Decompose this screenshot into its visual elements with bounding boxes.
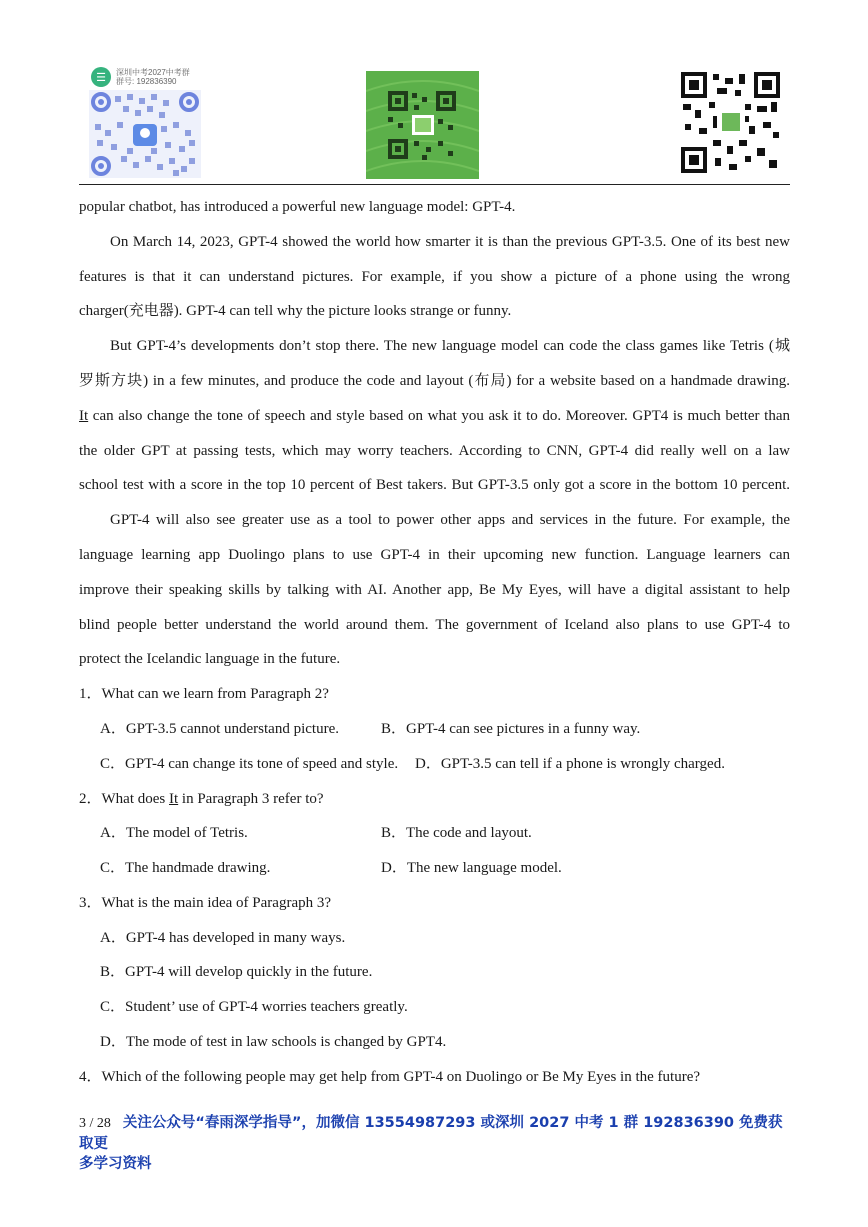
wechat-qr-pattern	[679, 70, 782, 175]
official-account-qr-pattern	[366, 71, 479, 179]
question-2-option-a[interactable]: A．The model of Tetris.	[100, 825, 248, 841]
question-2-stem	[79, 788, 324, 810]
paragraph-4-line: improve their speaking skills by talking with AI. Another app, Be My Eyes, will have a digital assistant to help	[79, 582, 790, 598]
question-text: What can we learn from Paragraph 2?	[101, 686, 329, 702]
paragraph-3-line-rest: can also change the tone of speech and style based on what you ask it to do. Moreover. GPT4 is much better than	[92, 408, 790, 424]
question-number: 3．	[79, 895, 102, 911]
question-text: in Paragraph 3 refer to?	[178, 791, 324, 807]
question-text: What is the main idea of Paragraph 3?	[101, 895, 332, 911]
page-footer	[79, 1113, 790, 1174]
paragraph-3-line: But GPT-4’s developments don’t stop there. The new language model can code the class games like Tetris (城	[110, 338, 790, 354]
question-4-stem	[79, 1066, 700, 1088]
group-qr-code	[89, 66, 201, 178]
question-text: Which of the following people may get help from GPT-4 on Duolingo or Be My Eyes in the future?	[101, 1069, 701, 1085]
group-qr-header	[91, 66, 190, 88]
question-2-option-c[interactable]: C．The handmade drawing.	[100, 860, 271, 876]
question-1-option-c[interactable]: C．GPT-4 can change its tone of speed and style.	[100, 756, 399, 772]
paragraph-3-line	[79, 405, 790, 427]
question-2-option-b[interactable]: B．The code and layout.	[381, 825, 532, 841]
paragraph-4-line: protect the Icelandic language in the future.	[79, 651, 341, 667]
group-qr-title: 深圳中考2027中考群	[116, 68, 190, 77]
paragraph-2-line: features is that it can understand pictures. For example, if you show a picture of a phone using the wrong	[79, 269, 790, 285]
question-1-option-a[interactable]: A．GPT-3.5 cannot understand picture.	[100, 721, 339, 737]
group-qr-subtitle: 群号: 192836390	[116, 77, 177, 86]
paragraph-4-line: blind people better understand the world around them. The government of Iceland also plans to use GPT-4 to	[79, 617, 790, 633]
paragraph-1-line: popular chatbot, has introduced a powerful new language model: GPT-4.	[79, 199, 516, 215]
question-1-option-d[interactable]: D．GPT-3.5 can tell if a phone is wrongly charged.	[415, 756, 725, 772]
paragraph-3-line: the older GPT at passing tests, which may worry teachers. According to CNN, GPT-4 did really well on a law	[79, 443, 790, 459]
question-3-stem	[79, 892, 331, 914]
question-2-option-d[interactable]: D．The new language model.	[381, 860, 562, 876]
promo-text: 关注公众号“春雨深学指导”，加微信 13554987293 或深圳 2027 中考 1 群 192836390 免费获取更	[79, 1115, 783, 1152]
question-3-option-b[interactable]: B．GPT-4 will develop quickly in the future.	[100, 964, 373, 980]
paragraph-4-line: GPT-4 will also see greater use as a tool to power other apps and services in the future. For example, the	[110, 512, 790, 528]
page-header	[79, 66, 790, 184]
question-3-option-c[interactable]: C．Student’ use of GPT-4 worries teachers greatly.	[100, 999, 408, 1015]
question-1-stem	[79, 683, 329, 705]
header-divider	[79, 184, 790, 185]
footer-line-1	[79, 1113, 790, 1154]
promo-text-continued: 多学习资料	[79, 1156, 152, 1172]
underlined-it: It	[79, 408, 89, 424]
group-qr-text	[116, 68, 190, 86]
question-number: 1．	[79, 686, 102, 702]
page-number: 3 / 28	[79, 1116, 111, 1131]
paragraph-3-line: 罗斯方块) in a few minutes, and produce the code and layout (布局) for a website based on a handmade drawing.	[79, 373, 790, 389]
group-qr-pattern	[89, 90, 201, 178]
question-number: 4．	[79, 1069, 102, 1085]
question-3-option-d[interactable]: D．The mode of test in law schools is changed by GPT4.	[100, 1034, 447, 1050]
paragraph-2-line: charger(充电器). GPT-4 can tell why the picture looks strange or funny.	[79, 303, 512, 319]
wechat-qr-code	[679, 70, 782, 175]
question-text: What does	[101, 791, 169, 807]
question-1-option-b[interactable]: B．GPT-4 can see pictures in a funny way.	[381, 721, 641, 737]
paragraph-2-line: On March 14, 2023, GPT-4 showed the world how smarter it is than the previous GPT-3.5. One of its best new	[110, 234, 790, 250]
paragraph-4-line: language learning app Duolingo plans to use GPT-4 in their upcoming new function. Language learners can	[79, 547, 790, 563]
question-number: 2．	[79, 791, 102, 807]
paragraph-3-line: school test with a score in the top 10 percent of Best takers. But GPT-3.5 only got a score in the bottom 10 percent.	[79, 477, 790, 493]
question-3-option-a[interactable]: A．GPT-4 has developed in many ways.	[100, 930, 346, 946]
official-account-qr-code	[366, 71, 479, 179]
underlined-it: It	[169, 791, 179, 807]
group-chat-icon: ☰	[91, 67, 111, 87]
